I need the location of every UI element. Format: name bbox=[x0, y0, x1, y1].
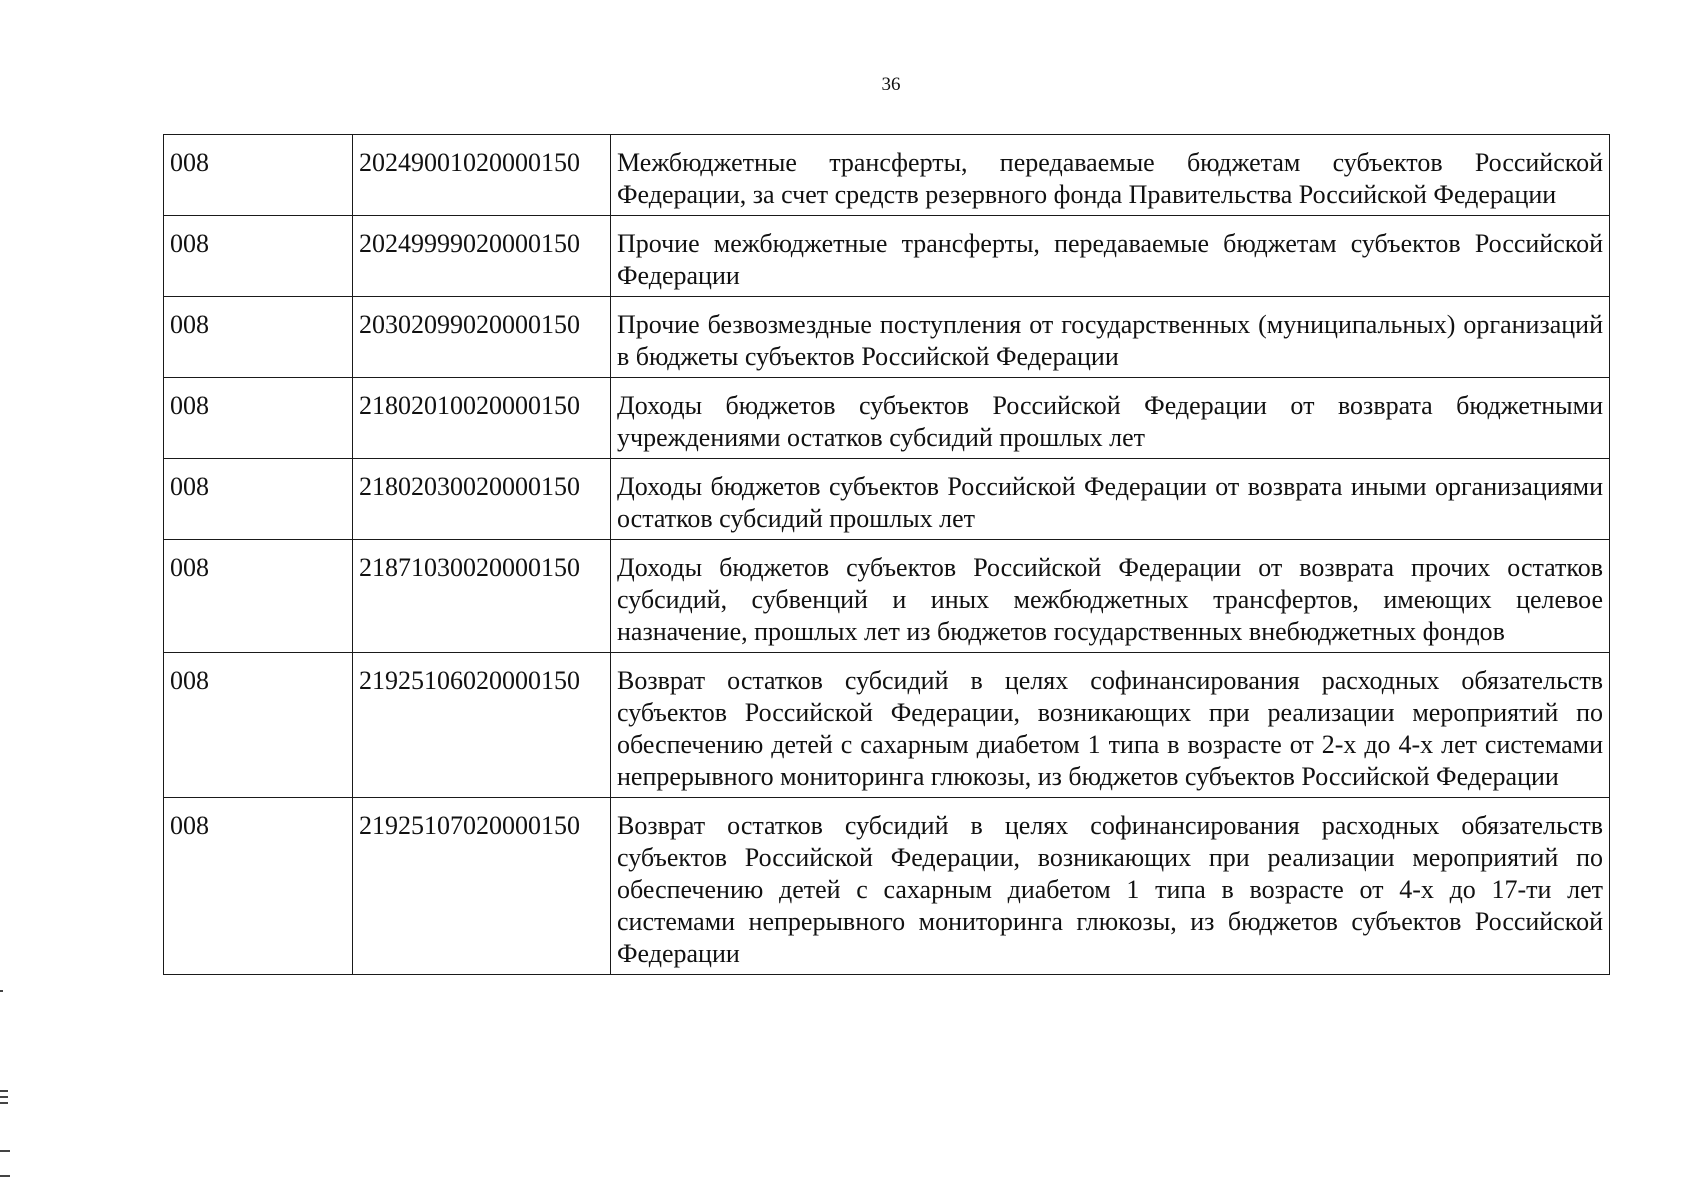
table-row bbox=[164, 297, 1610, 378]
budget-code-cell: 21802030020000150 bbox=[353, 459, 611, 540]
budget-code-cell: 20249999020000150 bbox=[353, 216, 611, 297]
budget-code-cell: 20302099020000150 bbox=[353, 297, 611, 378]
table-row bbox=[164, 798, 1610, 975]
table-row bbox=[164, 378, 1610, 459]
admin-code-cell: 008 bbox=[164, 653, 353, 798]
scan-edge-marks bbox=[0, 990, 14, 1190]
admin-code-cell: 008 bbox=[164, 459, 353, 540]
table-row bbox=[164, 459, 1610, 540]
admin-code-cell: 008 bbox=[164, 297, 353, 378]
table-row bbox=[164, 216, 1610, 297]
budget-code-cell: 21802010020000150 bbox=[353, 378, 611, 459]
admin-code-cell: 008 bbox=[164, 798, 353, 975]
description-cell: Доходы бюджетов субъектов Российской Федерации от возврата бюджетными учреждениями остатков субсидий прошлых лет bbox=[611, 378, 1610, 459]
admin-code-cell: 008 bbox=[164, 540, 353, 653]
budget-code-cell: 21925106020000150 bbox=[353, 653, 611, 798]
description-cell: Доходы бюджетов субъектов Российской Федерации от возврата прочих остатков субсидий, субвенций и иных межбюджетных трансфертов, имеющих целевое назначение, прошлых лет из бюджетов государственных внебюджетных фондов bbox=[611, 540, 1610, 653]
admin-code-cell: 008 bbox=[164, 378, 353, 459]
description-cell: Межбюджетные трансферты, передаваемые бюджетам субъектов Российской Федерации, за счет средств резервного фонда Правительства Российской Федерации bbox=[611, 135, 1610, 216]
table-row bbox=[164, 540, 1610, 653]
table-row bbox=[164, 135, 1610, 216]
table-row bbox=[164, 653, 1610, 798]
description-cell: Прочие межбюджетные трансферты, передаваемые бюджетам субъектов Российской Федерации bbox=[611, 216, 1610, 297]
budget-code-cell: 21871030020000150 bbox=[353, 540, 611, 653]
description-cell: Возврат остатков субсидий в целях софинансирования расходных обязательств субъектов Российской Федерации, возникающих при реализации мероприятий по обеспечению детей с сахарным диабетом 1 типа в возрасте от 2-х до 4-х лет системами непрерывного мониторинга глюкозы, из бюджетов субъектов Российской Федерации bbox=[611, 653, 1610, 798]
budget-classification-table bbox=[163, 134, 1610, 975]
admin-code-cell: 008 bbox=[164, 135, 353, 216]
budget-code-cell: 21925107020000150 bbox=[353, 798, 611, 975]
description-cell: Доходы бюджетов субъектов Российской Федерации от возврата иными организациями остатков субсидий прошлых лет bbox=[611, 459, 1610, 540]
budget-code-cell: 20249001020000150 bbox=[353, 135, 611, 216]
description-cell: Возврат остатков субсидий в целях софинансирования расходных обязательств субъектов Российской Федерации, возникающих при реализации мероприятий по обеспечению детей с сахарным диабетом 1 типа в возрасте от 4-х до 17-ти лет системами непрерывного мониторинга глюкозы, из бюджетов субъектов Российской Федерации bbox=[611, 798, 1610, 975]
admin-code-cell: 008 bbox=[164, 216, 353, 297]
description-cell: Прочие безвозмездные поступления от государственных (муниципальных) организаций в бюджеты субъектов Российской Федерации bbox=[611, 297, 1610, 378]
page-number: 36 bbox=[881, 74, 901, 95]
